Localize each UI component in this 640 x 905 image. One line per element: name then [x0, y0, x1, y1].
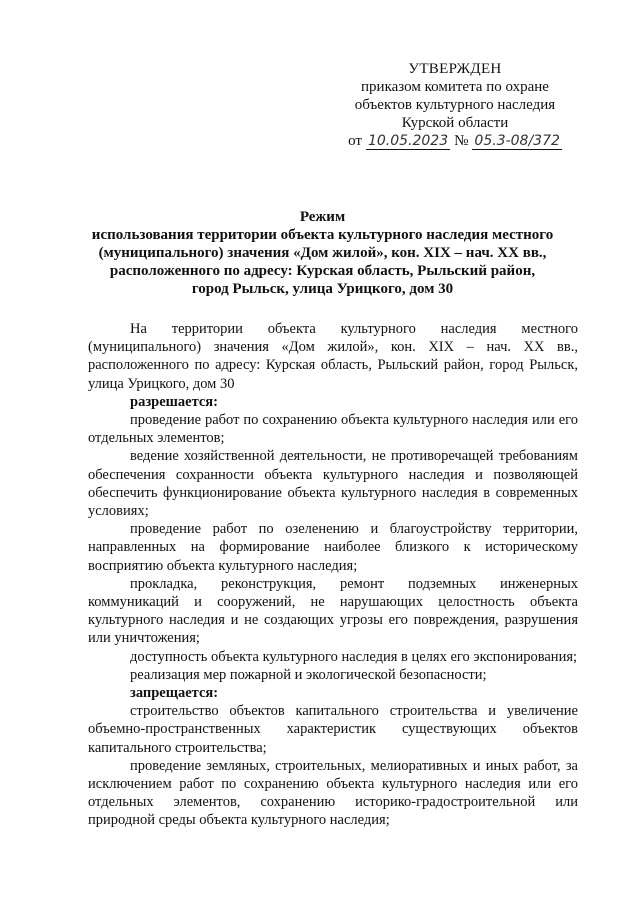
approval-line-3: Курской области — [401, 115, 509, 131]
title-line-3: расположенного по адресу: Курская область, Рыльский район, — [109, 263, 536, 279]
allowed-item: прокладка, реконструкция, ремонт подземных инженерных коммуникаций и сооружений, не нарушающих целостность объекта культурного наследия и не создающих угрозы его повреждения, разрушения или уничтожения; — [88, 575, 578, 647]
handwritten-date: 10.05.2023 — [367, 133, 449, 149]
allowed-heading: разрешается: — [130, 393, 218, 410]
approval-line-2: объектов культурного наследия — [354, 97, 556, 113]
date-prefix: от — [348, 133, 362, 149]
title-line-1: использования территории объекта культурного наследия местного — [91, 227, 554, 243]
forbidden-heading: запрещается: — [130, 685, 219, 702]
allowed-item: доступность объекта культурного наследия в целях его экспонирования; — [130, 648, 578, 665]
title-line-4: город Рыльск, улица Урицкого, дом 30 — [191, 281, 454, 297]
number-prefix: № — [454, 133, 469, 149]
allowed-item: ведение хозяйственной деятельности, не противоречащей требованиям обеспечения сохранности объекта культурного наследия и позволяющей обеспечить функционирование объекта культурного наследия в современных условиях; — [88, 448, 578, 520]
allowed-item: проведение работ по сохранению объекта культурного наследия или его отдельных элементов; — [88, 412, 578, 447]
handwritten-number: 05.3-08/372 — [474, 133, 560, 149]
forbidden-item: строительство объектов капитального строительства и увеличение объемно-пространственных характеристик существующих объектов капитального строительства; — [88, 703, 578, 756]
document-body — [88, 320, 578, 830]
title-line-2: (муниципального) значения «Дом жилой», кон. XIX – нач. XX вв., — [98, 245, 547, 261]
title-heading: Режим — [299, 209, 346, 225]
document-title — [90, 208, 555, 298]
allowed-item: реализация мер пожарной и экологической безопасности; — [130, 666, 487, 683]
approval-line-1: приказом комитета по охране — [361, 79, 549, 95]
allowed-item: проведение работ по озеленению и благоустройству территории, направленных на формирование наиболее близкого к историческому восприятию объекта культурного наследия; — [88, 521, 578, 574]
approval-date-line — [330, 132, 580, 150]
approval-heading: УТВЕРЖДЕН — [408, 61, 502, 77]
intro-paragraph: На территории объекта культурного наследия местного (муниципального) значения «Дом жилой», кон. XIX – нач. XX вв., расположенного по адресу: Курская область, Рыльский район, город Рыльск, улица Урицкого, дом 30 — [88, 321, 578, 392]
forbidden-item: проведение земляных, строительных, мелиоративных и иных работ, за исключением работ по сохранению объекта культурного наследия или его отдельных элементов, сохранению историко-градостроительной или природной среды объекта культурного наследия; — [88, 757, 578, 829]
approval-block — [330, 60, 580, 150]
